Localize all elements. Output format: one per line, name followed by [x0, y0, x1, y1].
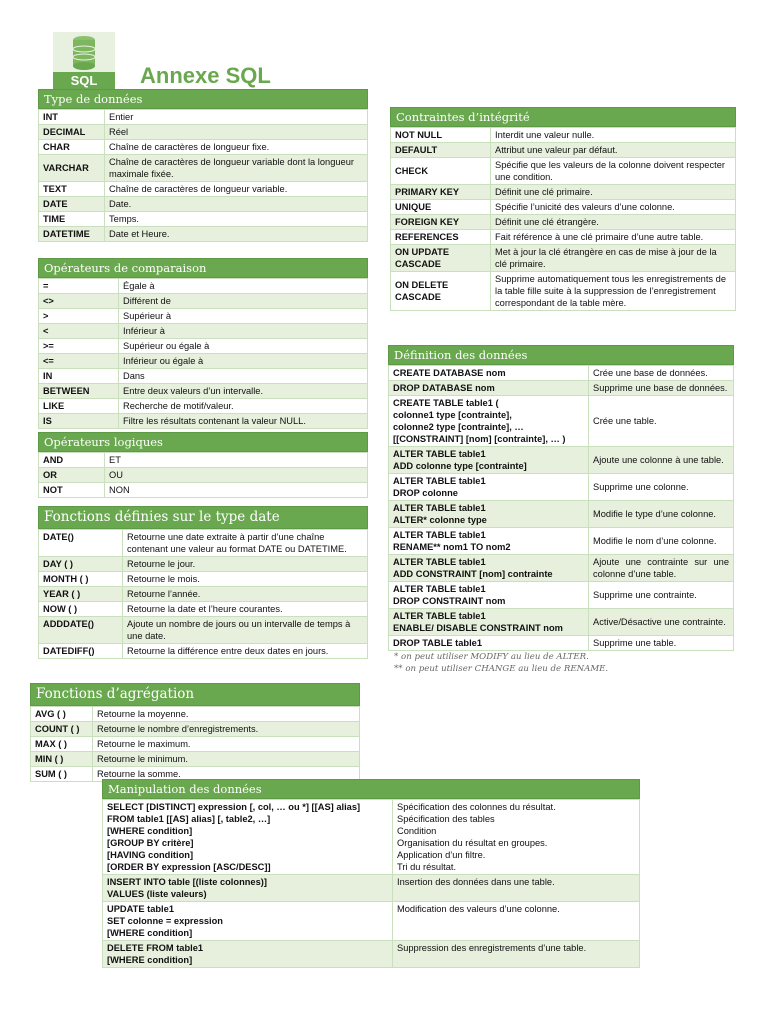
types-table: [38, 109, 368, 242]
description-cell: Supprime automatiquement tous les enregistrements de la table fille suite à la suppression de l’enregistrement correspondant de la table mère.: [491, 272, 736, 311]
date-functions-header: Fonctions définies sur le type date: [38, 506, 368, 529]
table-row: [39, 453, 368, 468]
keyword-cell: =: [39, 279, 119, 294]
table-row: [39, 572, 368, 587]
description-cell: Date.: [105, 197, 368, 212]
constraints-header: Contraintes d’intégrité: [390, 107, 736, 127]
description-cell: Spécifie l’unicité des valeurs d’une colonne.: [491, 200, 736, 215]
keyword-cell: CREATE TABLE table1 ( colonne1 type [contrainte], colonne2 type [contrainte], … [[CONSTRAINT] [nom] [contrainte], … ): [389, 396, 589, 447]
keyword-cell: DELETE FROM table1 [WHERE condition]: [103, 941, 393, 968]
description-cell: Retourne la moyenne.: [93, 707, 360, 722]
aggregation-section: [30, 683, 360, 782]
keyword-cell: ALTER TABLE table1 ADD CONSTRAINT [nom] contrainte: [389, 555, 589, 582]
table-row: [103, 875, 640, 902]
table-row: [39, 530, 368, 557]
comparison-header: Opérateurs de comparaison: [38, 258, 368, 278]
description-cell: Retourne une date extraite à partir d’une chaîne contenant une valeur au format DATE ou DATETIME.: [123, 530, 368, 557]
table-row: [391, 128, 736, 143]
dml-table: [102, 799, 640, 968]
keyword-cell: DATE(): [39, 530, 123, 557]
table-row: [39, 369, 368, 384]
keyword-cell: NOT: [39, 483, 105, 498]
keyword-cell: AND: [39, 453, 105, 468]
table-row: [389, 381, 734, 396]
keyword-cell: VARCHAR: [39, 155, 105, 182]
table-row: [389, 528, 734, 555]
keyword-cell: CREATE DATABASE nom: [389, 366, 589, 381]
table-row: [39, 324, 368, 339]
table-row: [31, 707, 360, 722]
table-row: [39, 399, 368, 414]
keyword-cell: FOREIGN KEY: [391, 215, 491, 230]
keyword-cell: ADDDATE(): [39, 617, 123, 644]
description-cell: Temps.: [105, 212, 368, 227]
description-cell: Spécifie que les valeurs de la colonne doivent respecter une condition.: [491, 158, 736, 185]
keyword-cell: REFERENCES: [391, 230, 491, 245]
description-cell: Retourne le minimum.: [93, 752, 360, 767]
keyword-cell: DROP TABLE table1: [389, 636, 589, 651]
description-cell: OU: [105, 468, 368, 483]
keyword-cell: DEFAULT: [391, 143, 491, 158]
description-cell: Entre deux valeurs d’un intervalle.: [119, 384, 368, 399]
keyword-cell: UPDATE table1 SET colonne = expression [WHERE condition]: [103, 902, 393, 941]
description-cell: Retourne le nombre d’enregistrements.: [93, 722, 360, 737]
keyword-cell: MAX ( ): [31, 737, 93, 752]
description-cell: Interdit une valeur nulle.: [491, 128, 736, 143]
description-cell: Supérieur ou égale à: [119, 339, 368, 354]
keyword-cell: ALTER TABLE table1 RENAME** nom1 TO nom2: [389, 528, 589, 555]
ddl-section: [388, 345, 734, 675]
table-row: [391, 158, 736, 185]
table-row: [39, 602, 368, 617]
logic-table: [38, 452, 368, 498]
description-cell: Ajoute une colonne à une table.: [589, 447, 734, 474]
table-row: [39, 384, 368, 399]
logic-header: Opérateurs logiques: [38, 432, 368, 452]
description-cell: Retourne la somme.: [93, 767, 360, 782]
table-row: [39, 354, 368, 369]
keyword-cell: NOW ( ): [39, 602, 123, 617]
table-row: [389, 636, 734, 651]
ddl-header: Définition des données: [388, 345, 734, 365]
description-cell: Crée une base de données.: [589, 366, 734, 381]
keyword-cell: ALTER TABLE table1 DROP colonne: [389, 474, 589, 501]
table-row: [391, 185, 736, 200]
keyword-cell: CHAR: [39, 140, 105, 155]
description-cell: Supprime une colonne.: [589, 474, 734, 501]
table-row: [389, 366, 734, 381]
table-row: [39, 309, 368, 324]
description-cell: Modifie le nom d’une colonne.: [589, 528, 734, 555]
table-row: [391, 143, 736, 158]
description-cell: Attribut une valeur par défaut.: [491, 143, 736, 158]
description-cell: Date et Heure.: [105, 227, 368, 242]
description-cell: Retourne le mois.: [123, 572, 368, 587]
table-row: [31, 752, 360, 767]
aggregation-table: [30, 706, 360, 782]
table-row: [39, 294, 368, 309]
ddl-note-2: ** on peut utiliser CHANGE au lieu de RENAME.: [394, 664, 609, 674]
keyword-cell: MIN ( ): [31, 752, 93, 767]
keyword-cell: NOT NULL: [391, 128, 491, 143]
keyword-cell: SELECT [DISTINCT] expression [, col, … ou *] [[AS] alias] FROM table1 [[AS] alias] [, table2, …] [WHERE condition] [GROUP BY critère] [HAVING condition] [ORDER BY expression [ASC/DESC]]: [103, 800, 393, 875]
table-row: [391, 215, 736, 230]
logic-section: [38, 432, 368, 498]
description-cell: Ajoute un nombre de jours ou un intervalle de temps à une date.: [123, 617, 368, 644]
description-cell: Inférieur ou égale à: [119, 354, 368, 369]
keyword-cell: <: [39, 324, 119, 339]
keyword-cell: ALTER TABLE table1 ALTER* colonne type: [389, 501, 589, 528]
description-cell: Suppression des enregistrements d’une table.: [393, 941, 640, 968]
constraints-table: [390, 127, 736, 311]
description-cell: Supprime une table.: [589, 636, 734, 651]
table-row: [39, 110, 368, 125]
keyword-cell: ALTER TABLE table1 ENABLE/ DISABLE CONSTRAINT nom: [389, 609, 589, 636]
description-cell: Entier: [105, 110, 368, 125]
table-row: [103, 902, 640, 941]
keyword-cell: ON UPDATE CASCADE: [391, 245, 491, 272]
table-row: [389, 609, 734, 636]
keyword-cell: TIME: [39, 212, 105, 227]
keyword-cell: IN: [39, 369, 119, 384]
table-row: [39, 182, 368, 197]
keyword-cell: TEXT: [39, 182, 105, 197]
keyword-cell: INSERT INTO table [(liste colonnes)] VALUES (liste valeurs): [103, 875, 393, 902]
keyword-cell: DATETIME: [39, 227, 105, 242]
keyword-cell: DATE: [39, 197, 105, 212]
ddl-note-1: * on peut utiliser MODIFY au lieu de ALTER.: [394, 652, 589, 662]
table-row: [389, 501, 734, 528]
description-cell: Supprime une base de données.: [589, 381, 734, 396]
description-cell: Retourne le jour.: [123, 557, 368, 572]
keyword-cell: COUNT ( ): [31, 722, 93, 737]
constraints-section: [390, 107, 736, 311]
keyword-cell: YEAR ( ): [39, 587, 123, 602]
keyword-cell: <>: [39, 294, 119, 309]
keyword-cell: OR: [39, 468, 105, 483]
table-row: [39, 587, 368, 602]
ddl-table: [388, 365, 734, 651]
keyword-cell: CHECK: [391, 158, 491, 185]
description-cell: Active/Désactive une contrainte.: [589, 609, 734, 636]
keyword-cell: ALTER TABLE table1 ADD colonne type [contrainte]: [389, 447, 589, 474]
description-cell: Chaîne de caractères de longueur fixe.: [105, 140, 368, 155]
comparison-section: [38, 258, 368, 429]
table-row: [389, 447, 734, 474]
table-row: [389, 555, 734, 582]
table-row: [39, 644, 368, 659]
description-cell: Insertion des données dans une table.: [393, 875, 640, 902]
description-cell: Recherche de motif/valeur.: [119, 399, 368, 414]
description-cell: Modification des valeurs d’une colonne.: [393, 902, 640, 941]
date-functions-table: [38, 529, 368, 659]
table-row: [39, 227, 368, 242]
table-row: [391, 230, 736, 245]
description-cell: Chaîne de caractères de longueur variable dont la longueur maximale fixée.: [105, 155, 368, 182]
description-cell: Spécification des colonnes du résultat. Spécification des tables Condition Organisation du résultat en groupes. Application d’un filtre. Tri du résultat.: [393, 800, 640, 875]
table-row: [39, 617, 368, 644]
table-row: [39, 279, 368, 294]
keyword-cell: BETWEEN: [39, 384, 119, 399]
description-cell: Dans: [119, 369, 368, 384]
keyword-cell: PRIMARY KEY: [391, 185, 491, 200]
keyword-cell: >=: [39, 339, 119, 354]
keyword-cell: AVG ( ): [31, 707, 93, 722]
table-row: [389, 582, 734, 609]
description-cell: ET: [105, 453, 368, 468]
table-row: [39, 125, 368, 140]
keyword-cell: ON DELETE CASCADE: [391, 272, 491, 311]
table-row: [391, 272, 736, 311]
keyword-cell: IS: [39, 414, 119, 429]
description-cell: NON: [105, 483, 368, 498]
description-cell: Différent de: [119, 294, 368, 309]
types-header: Type de données: [38, 89, 368, 109]
description-cell: Supprime une contrainte.: [589, 582, 734, 609]
keyword-cell: MONTH ( ): [39, 572, 123, 587]
keyword-cell: LIKE: [39, 399, 119, 414]
description-cell: Retourne la différence entre deux dates en jours.: [123, 644, 368, 659]
description-cell: Fait référence à une clé primaire d’une autre table.: [491, 230, 736, 245]
table-row: [39, 557, 368, 572]
description-cell: Retourne le maximum.: [93, 737, 360, 752]
description-cell: Filtre les résultats contenant la valeur NULL.: [119, 414, 368, 429]
types-section: [38, 89, 368, 242]
description-cell: Ajoute une contrainte sur une colonne d’une table.: [589, 555, 734, 582]
comparison-table: [38, 278, 368, 429]
description-cell: Crée une table.: [589, 396, 734, 447]
date-functions-section: [38, 506, 368, 659]
table-row: [39, 212, 368, 227]
keyword-cell: DAY ( ): [39, 557, 123, 572]
description-cell: Chaîne de caractères de longueur variable.: [105, 182, 368, 197]
keyword-cell: DROP DATABASE nom: [389, 381, 589, 396]
logo-label: SQL: [70, 73, 98, 88]
page-title: Annexe SQL: [140, 63, 271, 88]
description-cell: Retourne l’année.: [123, 587, 368, 602]
keyword-cell: ALTER TABLE table1 DROP CONSTRAINT nom: [389, 582, 589, 609]
table-row: [39, 483, 368, 498]
table-row: [31, 737, 360, 752]
dml-section: [102, 779, 640, 968]
table-row: [103, 800, 640, 875]
keyword-cell: DECIMAL: [39, 125, 105, 140]
keyword-cell: INT: [39, 110, 105, 125]
sql-logo: [53, 32, 115, 90]
aggregation-header: Fonctions d’agrégation: [30, 683, 360, 706]
table-row: [39, 468, 368, 483]
table-row: [31, 722, 360, 737]
table-row: [391, 245, 736, 272]
description-cell: Définit une clé primaire.: [491, 185, 736, 200]
keyword-cell: UNIQUE: [391, 200, 491, 215]
table-row: [389, 396, 734, 447]
description-cell: Inférieur à: [119, 324, 368, 339]
description-cell: Réel: [105, 125, 368, 140]
description-cell: Définit une clé étrangère.: [491, 215, 736, 230]
keyword-cell: SUM ( ): [31, 767, 93, 782]
table-row: [39, 414, 368, 429]
description-cell: Met à jour la clé étrangère en cas de mise à jour de la clé primaire.: [491, 245, 736, 272]
dml-header: Manipulation des données: [102, 779, 640, 799]
table-row: [103, 941, 640, 968]
table-row: [39, 339, 368, 354]
table-row: [391, 200, 736, 215]
description-cell: Modifie le type d’une colonne.: [589, 501, 734, 528]
keyword-cell: >: [39, 309, 119, 324]
table-row: [39, 155, 368, 182]
keyword-cell: DATEDIFF(): [39, 644, 123, 659]
description-cell: Supérieur à: [119, 309, 368, 324]
table-row: [39, 197, 368, 212]
description-cell: Égale à: [119, 279, 368, 294]
description-cell: Retourne la date et l’heure courantes.: [123, 602, 368, 617]
keyword-cell: <=: [39, 354, 119, 369]
table-row: [389, 474, 734, 501]
table-row: [39, 140, 368, 155]
